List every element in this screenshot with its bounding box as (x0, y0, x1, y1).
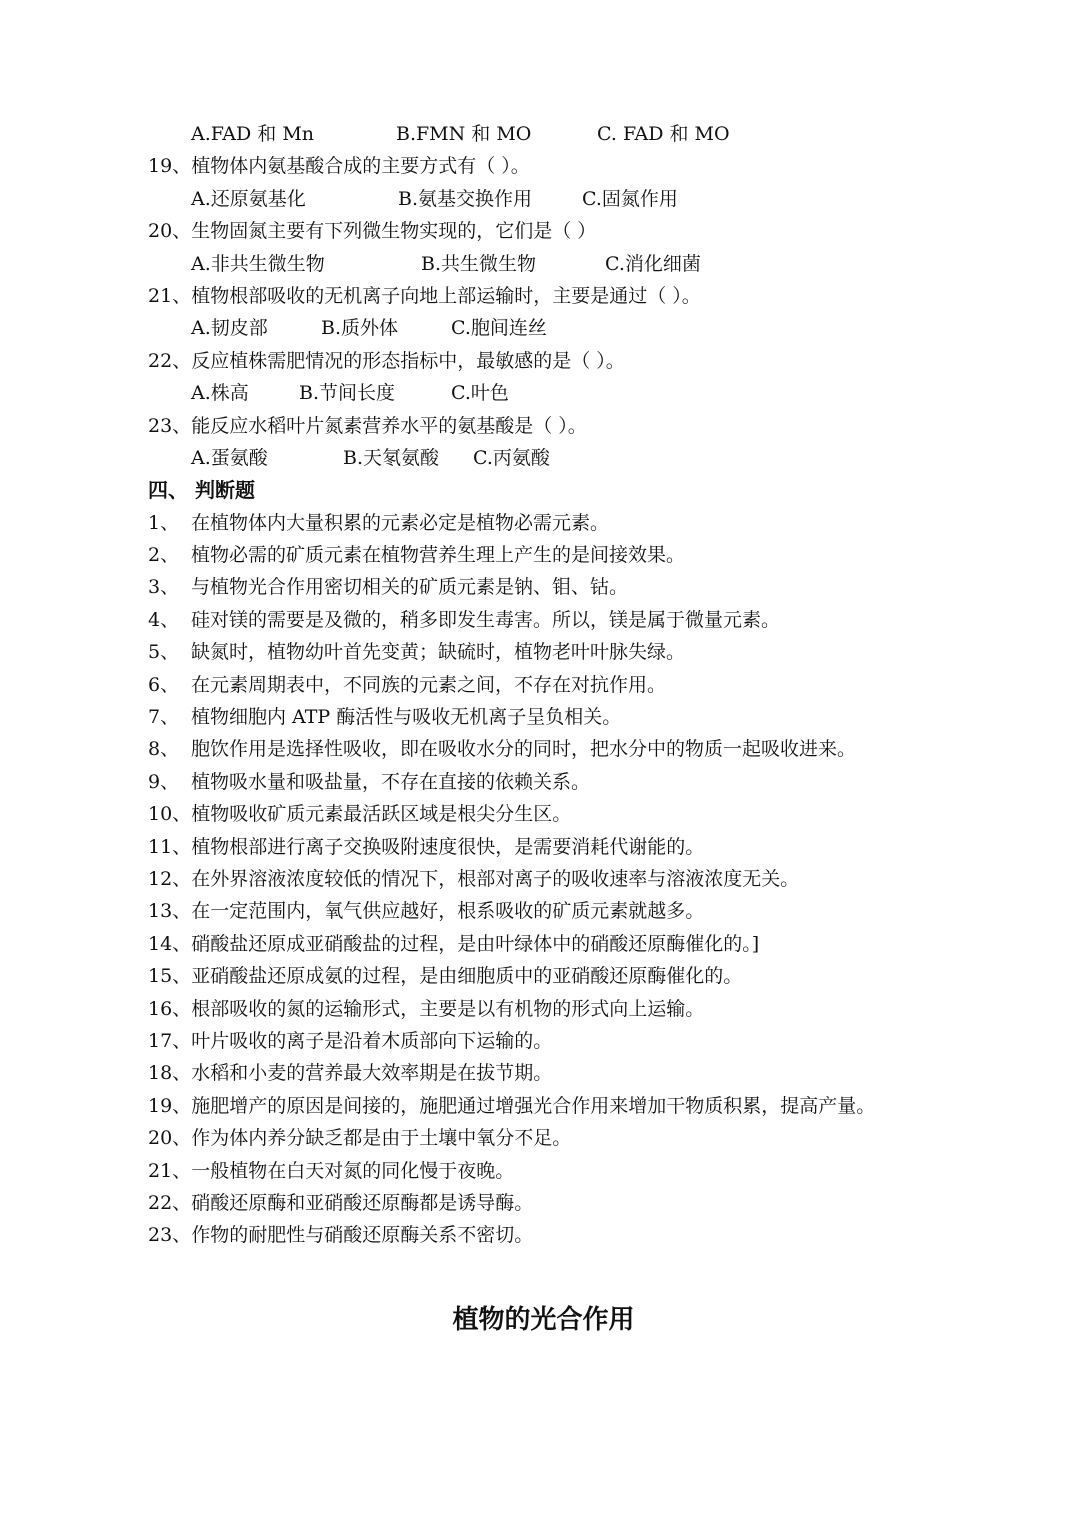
judgment-question (148, 701, 1048, 733)
question-number: 23、 (148, 414, 192, 437)
question-text: 植物根部吸收的无机离子向地上部运输时，主要是通过（ ）。 (191, 284, 701, 307)
option-a: A.还原氨基化 (191, 187, 306, 210)
question-number: 4、 (148, 608, 180, 631)
mc-question (148, 345, 1048, 377)
question-number: 9、 (148, 770, 180, 793)
question-text: 植物必需的矿质元素在植物营养生理上产生的是间接效果。 (191, 544, 686, 567)
question-text: 植物吸收矿质元素最活跃区域是根尖分生区。 (191, 803, 572, 826)
question-text: 植物体内氨基酸合成的主要方式有（ ）。 (191, 155, 530, 178)
question-text: 亚硝酸盐还原成氨的过程，是由细胞质中的亚硝酸还原酶催化的。 (191, 965, 743, 988)
question-number: 7、 (148, 706, 180, 729)
mc-question (148, 280, 1048, 312)
option-b: B.FMN 和 MO (396, 123, 532, 145)
judgment-question (148, 636, 1048, 668)
mc-question (148, 215, 1048, 247)
question-number: 22、 (148, 349, 192, 372)
judgment-question (148, 960, 1048, 992)
question-text: 作为体内养分缺乏都是由于土壤中氧分不足。 (191, 1127, 572, 1150)
option-row (148, 118, 1048, 150)
option-row (148, 248, 1048, 280)
question-number: 20、 (148, 1127, 192, 1150)
option-c: C.固氮作用 (582, 187, 678, 210)
question-text: 与植物光合作用密切相关的矿质元素是钠、钼、钴。 (191, 576, 629, 599)
mc-question (148, 410, 1048, 442)
judgment-question (148, 1025, 1048, 1057)
chapter-title: 植物的光合作用 (452, 1305, 635, 1335)
option-c: C.消化细菌 (605, 252, 701, 275)
question-text: 植物细胞内 ATP 酶活性与吸收无机离子呈负相关。 (191, 706, 622, 729)
judgment-question (148, 539, 1048, 571)
question-text: 植物根部进行离子交换吸附速度很快，是需要消耗代谢能的。 (191, 835, 705, 858)
question-text: 在一定范围内，氧气供应越好，根系吸收的矿质元素就越多。 (191, 900, 705, 923)
question-text: 植物吸水量和吸盐量，不存在直接的依赖关系。 (191, 770, 591, 793)
question-text: 硅对镁的需要是及微的，稍多即发生毒害。所以，镁是属于微量元素。 (191, 608, 781, 631)
question-number: 21、 (148, 284, 192, 307)
judgment-question (148, 1122, 1048, 1154)
question-number: 19、 (148, 155, 192, 178)
option-a: A.蛋氨酸 (191, 446, 268, 469)
option-a: A.韧皮部 (191, 317, 268, 340)
question-number: 21、 (148, 1159, 192, 1182)
option-row (148, 312, 1048, 344)
question-text: 胞饮作用是选择性吸收，即在吸收水分的同时，把水分中的物质一起吸收进来。 (191, 738, 857, 761)
judgment-question (148, 928, 1048, 960)
judgment-question (148, 798, 1048, 830)
question-number: 19、 (148, 1094, 192, 1117)
judgment-question (148, 863, 1048, 895)
question-number: 2、 (148, 544, 180, 567)
judgment-question (148, 1219, 1048, 1251)
question-text: 硝酸盐还原成亚硝酸盐的过程，是由叶绿体中的硝酸还原酶催化的。] (191, 932, 760, 955)
question-number: 22、 (148, 1191, 192, 1214)
judgment-question (148, 895, 1048, 927)
judgment-question (148, 1155, 1048, 1187)
question-number: 5、 (148, 641, 180, 664)
question-text: 硝酸还原酶和亚硝酸还原酶都是诱导酶。 (191, 1191, 534, 1214)
question-text: 一般植物在白天对氮的同化慢于夜晚。 (191, 1159, 515, 1182)
option-row (148, 183, 1048, 215)
question-number: 16、 (148, 997, 192, 1020)
question-text: 水稻和小麦的营养最大效率期是在拔节期。 (191, 1062, 553, 1085)
option-b: B.天氡氨酸 (343, 446, 440, 469)
question-text: 施肥增产的原因是间接的，施肥通过增强光合作用来增加干物质积累，提高产量。 (191, 1094, 876, 1117)
option-a: A.FAD 和 Mn (191, 123, 315, 145)
judgment-question (148, 831, 1048, 863)
question-number: 13、 (148, 900, 192, 923)
section-title: 四、 判断题 (148, 478, 255, 503)
question-text: 在植物体内大量积累的元素必定是植物必需元素。 (191, 511, 610, 534)
judgment-question (148, 766, 1048, 798)
question-text: 生物固氮主要有下列微生物实现的，它们是（ ） (191, 220, 597, 243)
option-c: C.胞间连丝 (451, 317, 547, 340)
question-number: 15、 (148, 965, 192, 988)
option-row (148, 377, 1048, 409)
option-b: B.质外体 (321, 317, 399, 340)
question-number: 17、 (148, 1029, 192, 1052)
question-text: 在外界溶液浓度较低的情况下，根部对离子的吸收速率与溶液浓度无关。 (191, 867, 800, 890)
judgment-question (148, 571, 1048, 603)
option-a: A.株高 (191, 382, 249, 405)
option-b: B.氨基交换作用 (398, 187, 533, 210)
question-text: 能反应水稻叶片氮素营养水平的氨基酸是（ ）。 (191, 414, 587, 437)
judgment-question (148, 733, 1048, 765)
option-c: C.叶色 (451, 382, 509, 405)
judgment-question (148, 1057, 1048, 1089)
option-a: A.非共生微生物 (191, 252, 325, 275)
question-number: 6、 (148, 673, 180, 696)
option-b: B.节间长度 (299, 382, 396, 405)
judgment-question (148, 604, 1048, 636)
option-row (148, 442, 1048, 474)
question-text: 在元素周期表中，不同族的元素之间，不存在对抗作用。 (191, 673, 667, 696)
question-number: 18、 (148, 1062, 192, 1085)
question-number: 10、 (148, 803, 192, 826)
question-number: 23、 (148, 1224, 192, 1247)
judgment-question (148, 1090, 1048, 1122)
question-number: 1、 (148, 511, 180, 534)
option-c: C.丙氨酸 (473, 446, 550, 469)
judgment-question (148, 1187, 1048, 1219)
question-number: 3、 (148, 576, 180, 599)
option-c: C. FAD 和 MO (597, 123, 730, 145)
judgment-question (148, 507, 1048, 539)
question-text: 叶片吸收的离子是沿着木质部向下运输的。 (191, 1029, 553, 1052)
question-text: 缺氮时，植物幼叶首先变黄；缺硫时，植物老叶叶脉失绿。 (191, 641, 686, 664)
question-number: 8、 (148, 738, 180, 761)
mc-question (148, 150, 1048, 182)
judgment-question (148, 669, 1048, 701)
question-number: 20、 (148, 220, 192, 243)
question-block (148, 118, 1048, 1252)
question-number: 14、 (148, 932, 192, 955)
question-text: 反应植株需肥情况的形态指标中，最敏感的是（ ）。 (191, 349, 625, 372)
question-text: 根部吸收的氮的运输形式，主要是以有机物的形式向上运输。 (191, 997, 705, 1020)
question-number: 11、 (148, 835, 192, 858)
judgment-question (148, 993, 1048, 1025)
option-b: B.共生微生物 (421, 252, 537, 275)
question-text: 作物的耐肥性与硝酸还原酶关系不密切。 (191, 1224, 534, 1247)
question-number: 12、 (148, 867, 192, 890)
